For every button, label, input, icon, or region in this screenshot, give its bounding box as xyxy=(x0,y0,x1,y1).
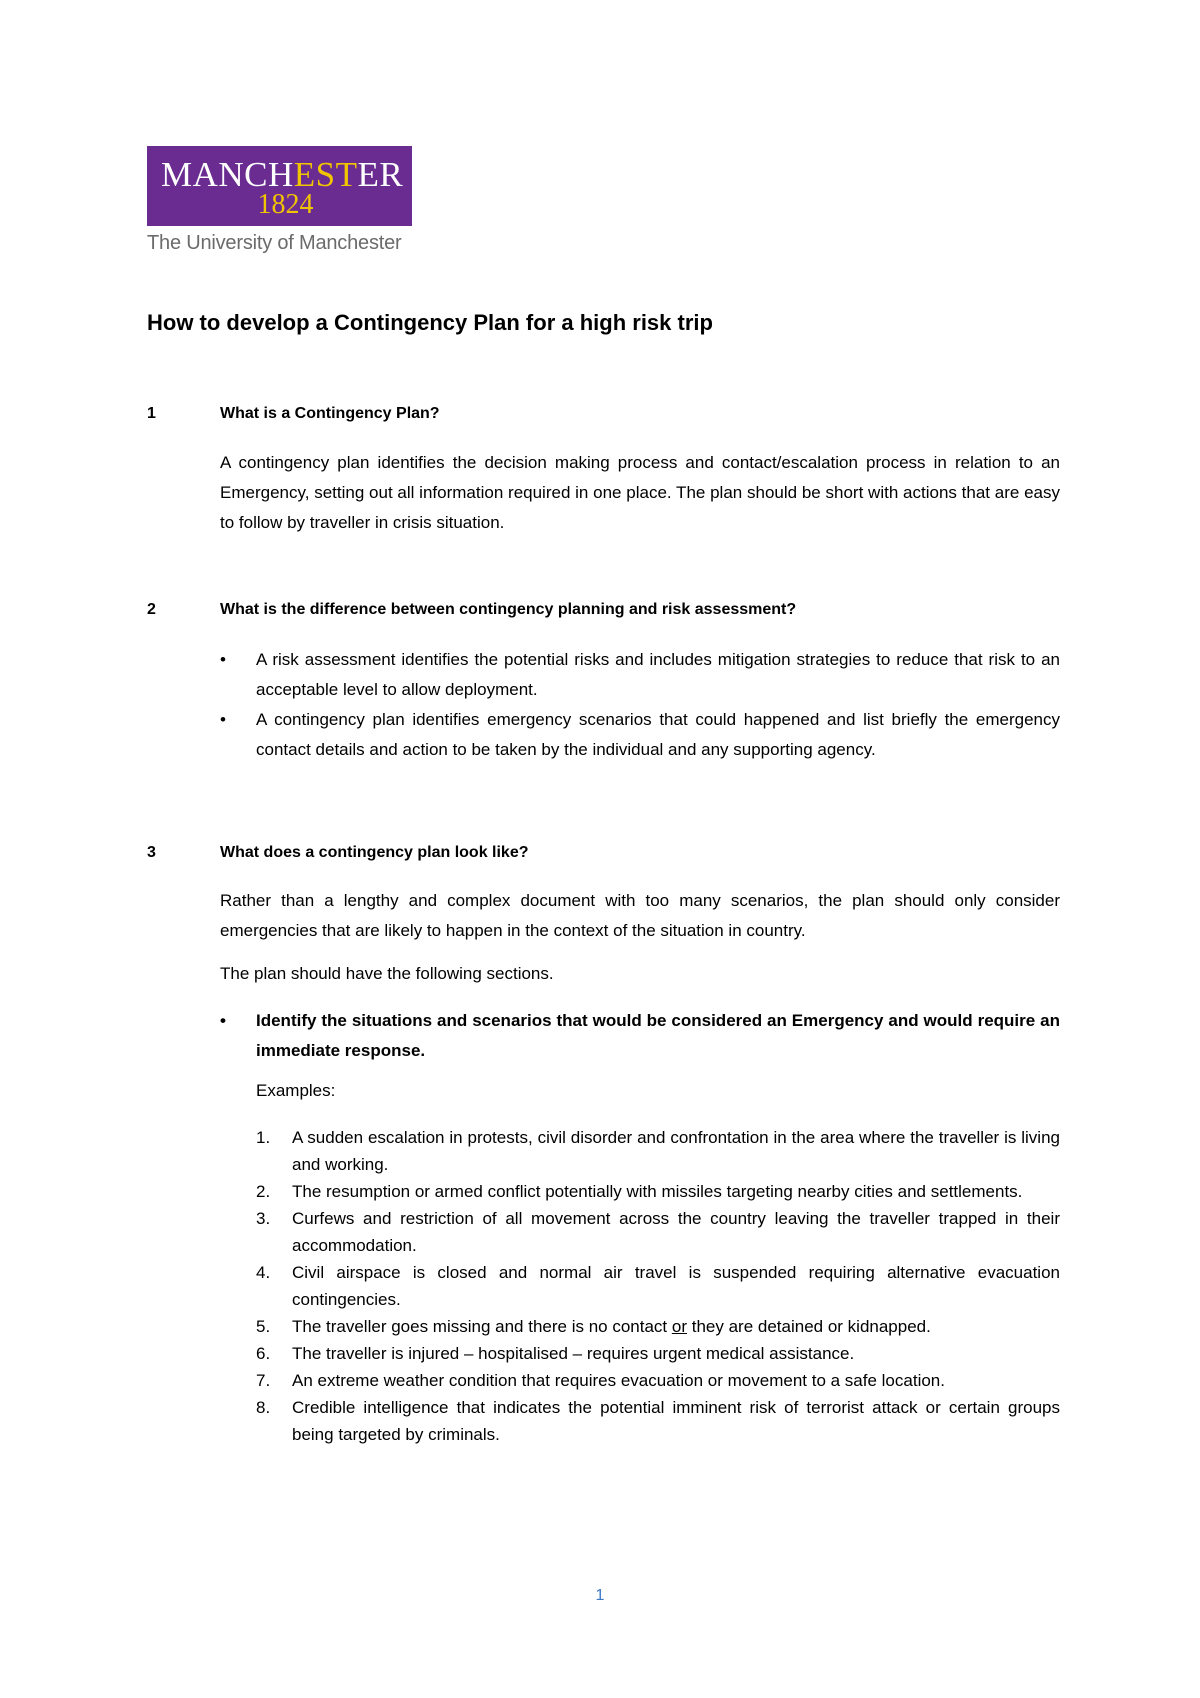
list-number: 4. xyxy=(256,1263,271,1282)
bullet-glyph: • xyxy=(220,1011,226,1030)
list-number: 7. xyxy=(256,1371,271,1390)
list-number: 1. xyxy=(256,1128,271,1147)
list-text: An extreme weather condition that requires evacuation or movement to a safe location. xyxy=(292,1371,945,1390)
logo-wordmark xyxy=(161,157,403,193)
list-number: 6. xyxy=(256,1344,271,1363)
list-text-part-end: they are detained or kidnapped. xyxy=(687,1317,931,1336)
list-item xyxy=(256,1394,1060,1448)
logo-word-part-end: ER xyxy=(357,155,404,194)
section-2-bullet-list xyxy=(220,645,1060,765)
section-3-number: 3 xyxy=(147,844,156,861)
list-text: Credible intelligence that indicates the potential imminent risk of terrorist attack or certain groups being targeted by criminals. xyxy=(292,1398,1060,1444)
examples-label: Examples: xyxy=(256,1081,336,1100)
bullet-glyph: • xyxy=(220,650,226,669)
list-text: Civil airspace is closed and normal air travel is suspended requiring alternative evacuation contingencies. xyxy=(292,1263,1060,1309)
list-text-underlined: or xyxy=(671,1317,687,1336)
bullet-text: A contingency plan identifies emergency scenarios that could happened and list briefly the emergency contact details and action to be taken by the individual and any supporting agency. xyxy=(256,710,1060,759)
list-item xyxy=(256,1205,1060,1259)
section-2-heading: What is the difference between contingency planning and risk assessment? xyxy=(220,601,797,618)
bullet-glyph: • xyxy=(220,710,226,729)
section-2-number: 2 xyxy=(147,601,156,618)
section-1-paragraph: A contingency plan identifies the decision making process and contact/escalation process in relation to an Emergency, setting out all information required in one place. The plan should be short with actions that are easy to follow by traveller in crisis situation. xyxy=(220,453,1060,532)
list-number: 8. xyxy=(256,1398,271,1417)
section-1-number: 1 xyxy=(147,405,156,422)
section-3-paragraph-1: Rather than a lengthy and complex document with too many scenarios, the plan should only consider emergencies that are likely to happen in the context of the situation in country. xyxy=(220,891,1060,940)
page-number: 1 xyxy=(595,1587,605,1604)
logo-year: 1824 xyxy=(257,189,314,220)
section-3-heading: What does a contingency plan look like? xyxy=(220,844,529,861)
list-item xyxy=(220,1006,1060,1066)
list-item xyxy=(256,1340,1060,1367)
logo-purple-box xyxy=(147,146,412,226)
list-text-part: The traveller goes missing and there is no contact xyxy=(292,1317,672,1336)
list-text: Curfews and restriction of all movement across the country leaving the traveller trapped in their accommodation. xyxy=(292,1209,1060,1255)
bullet-text: Identify the situations and scenarios that would be considered an Emergency and would require an immediate response. xyxy=(256,1011,1060,1060)
section-3-paragraph-2: The plan should have the following sections. xyxy=(220,964,554,983)
list-text: The resumption or armed conflict potentially with missiles targeting nearby cities and settlements. xyxy=(292,1182,1023,1201)
list-item xyxy=(256,1367,1060,1394)
list-item xyxy=(256,1124,1060,1178)
list-item xyxy=(220,645,1060,705)
university-logo xyxy=(147,146,412,266)
examples-numbered-list xyxy=(256,1124,1060,1448)
logo-word-gold-part: EST xyxy=(293,155,358,194)
list-text: A sudden escalation in protests, civil disorder and confrontation in the area where the traveller is living and working. xyxy=(292,1128,1060,1174)
section-3-bullet-list xyxy=(220,1006,1060,1066)
list-item xyxy=(220,705,1060,765)
list-number: 2. xyxy=(256,1182,271,1201)
list-number: 3. xyxy=(256,1209,271,1228)
list-item xyxy=(256,1259,1060,1313)
logo-word-part: MANCH xyxy=(161,155,294,194)
section-1-heading: What is a Contingency Plan? xyxy=(220,405,440,422)
document-title: How to develop a Contingency Plan for a high risk trip xyxy=(147,310,713,335)
bullet-text: A risk assessment identifies the potential risks and includes mitigation strategies to reduce that risk to an acceptable level to allow deployment. xyxy=(256,650,1060,699)
list-text: The traveller is injured – hospitalised – requires urgent medical assistance. xyxy=(292,1344,855,1363)
logo-subtitle: The University of Manchester xyxy=(147,232,402,254)
list-number: 5. xyxy=(256,1317,271,1336)
list-item xyxy=(256,1313,1060,1340)
list-item xyxy=(256,1178,1060,1205)
